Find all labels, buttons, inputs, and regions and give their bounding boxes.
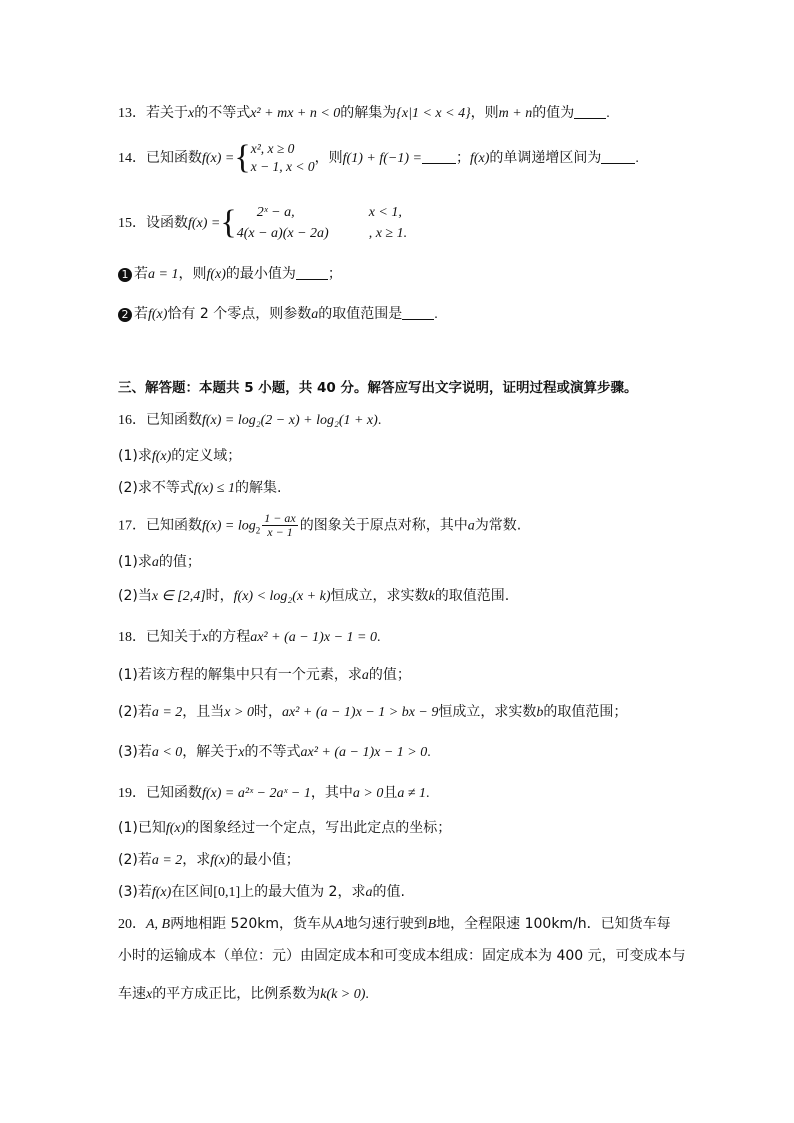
- log-base: 2: [255, 525, 261, 536]
- text: 的取值范围；: [543, 704, 628, 720]
- case: 2ˣ − a,: [256, 205, 295, 220]
- math: a: [365, 885, 373, 900]
- text: 的解集为: [340, 105, 397, 121]
- text: 若: [134, 266, 148, 282]
- text: .: [376, 630, 381, 645]
- question-17-part-2: [118, 586, 509, 607]
- math: x: [188, 106, 195, 121]
- text: 已知函数: [146, 517, 202, 534]
- text: 上的最大值为 2，求: [240, 884, 366, 900]
- text: 地匀速行驶到: [343, 916, 428, 932]
- case: 4(x − a)(x − 2a): [236, 226, 329, 241]
- answer-blank: [422, 149, 456, 164]
- question-15-part-1: [118, 264, 342, 285]
- text: ，则: [470, 105, 499, 121]
- question-19: [118, 783, 430, 804]
- math: k(k > 0): [320, 987, 366, 1002]
- text: 已知函数: [146, 785, 202, 801]
- piecewise-cases: [251, 140, 315, 176]
- text: 的最小值为: [225, 266, 296, 282]
- math: b: [536, 705, 544, 720]
- numerator: 1 − ax: [264, 511, 296, 525]
- text: 恒成立，求实数: [438, 704, 537, 720]
- text: 的值为: [532, 105, 575, 121]
- text: ，解关于: [182, 744, 239, 760]
- text: .: [635, 151, 639, 166]
- question-13: [118, 103, 610, 124]
- text: 时，: [253, 704, 282, 720]
- question-14: [118, 140, 639, 176]
- text: 恰有 2 个零点，则参数: [167, 306, 312, 322]
- question-17: [118, 512, 521, 540]
- math: a = 1: [148, 267, 179, 282]
- question-18: [118, 627, 380, 648]
- text: (1)若该方程的解集中只有一个元素，求: [118, 667, 362, 683]
- math: f(x) ≤ 1: [193, 481, 235, 496]
- math: x: [146, 987, 153, 1002]
- math: B: [427, 917, 437, 932]
- math: f(x) = a²ˣ − 2aˣ − 1: [202, 786, 311, 801]
- text: 若: [134, 306, 148, 322]
- text: 且: [383, 785, 398, 801]
- text: .: [427, 745, 431, 760]
- question-19-part-2: [118, 850, 300, 871]
- answer-blank: [574, 104, 606, 119]
- question-18-part-2: [118, 702, 627, 723]
- math: a: [361, 668, 369, 683]
- text: .: [377, 413, 382, 428]
- math: a ≠ 1: [397, 786, 427, 801]
- text: ，且当: [182, 704, 225, 720]
- circled-number: 1: [118, 268, 132, 282]
- section-header: 三、解答题：本题共 5 小题，共 40 分。解答应写出文字说明，证明过程或演算步骤。: [118, 380, 638, 396]
- text: 的解集.: [234, 480, 282, 496]
- answer-blank: [296, 265, 328, 280]
- case-cond: , x ≥ 1.: [368, 226, 408, 241]
- case-row: [237, 202, 407, 223]
- text: (2)若: [118, 704, 152, 720]
- text: 的不等式: [244, 744, 301, 760]
- text: 的值；: [368, 667, 411, 683]
- math: f(x): [165, 821, 186, 836]
- question-19-part-1: [118, 818, 451, 839]
- math: x ∈ [2,4]: [151, 589, 206, 604]
- math: x: [238, 745, 245, 760]
- question-20-line-2: 小时的运输成本（单位：元）由固定成本和可变成本组成：固定成本为 400 元，可变成本与: [118, 948, 686, 964]
- question-16-part-1: [118, 446, 241, 467]
- text: (2)当: [118, 588, 152, 604]
- question-15: [118, 202, 407, 244]
- question-number: 20．: [118, 917, 146, 932]
- text: (1)求: [118, 448, 152, 464]
- math: f(x) < log₂(x + k): [233, 589, 331, 604]
- text: ，求: [182, 852, 211, 868]
- question-19-part-3: [118, 882, 405, 903]
- text: (1)求: [118, 554, 152, 570]
- math: f(x): [151, 885, 172, 900]
- text: 的不等式: [194, 105, 251, 121]
- text: ，其中: [310, 785, 353, 801]
- math: f(1) + f(−1) =: [342, 151, 422, 166]
- text: (2)求不等式: [118, 480, 194, 496]
- denominator: x − 1: [267, 525, 293, 539]
- text: 时，: [205, 588, 234, 604]
- text: .: [365, 987, 369, 1002]
- text: 恒成立，求实数: [330, 588, 429, 604]
- text: .: [426, 786, 430, 801]
- text: 在区间: [171, 884, 214, 900]
- question-number: 16．: [118, 413, 146, 428]
- question-15-part-2: [118, 304, 438, 325]
- text: ；: [327, 266, 342, 282]
- math: A: [335, 917, 344, 932]
- text: 的值；: [158, 554, 201, 570]
- text: (1)已知: [118, 820, 166, 836]
- question-number: 14．: [118, 151, 146, 166]
- math: f(x) =: [202, 151, 235, 166]
- math: f(x): [151, 449, 172, 464]
- math: ax² + (a − 1)x − 1 > 0: [300, 745, 428, 760]
- math: A, B: [146, 917, 171, 932]
- math: a > 0: [352, 786, 384, 801]
- math: f(x) = log: [202, 518, 256, 534]
- question-17-part-1: [118, 552, 201, 573]
- text: 若关于: [146, 105, 188, 121]
- math: f(x) = log₂(2 − x) + log₂(1 + x): [202, 413, 378, 428]
- math: x > 0: [224, 705, 254, 720]
- answer-blank: [601, 149, 635, 164]
- text: 车速: [118, 986, 146, 1002]
- case: x², x ≥ 0: [250, 141, 295, 156]
- math: f(x): [469, 151, 490, 166]
- math: m + n: [498, 106, 533, 121]
- math: ax² + (a − 1)x − 1 = 0: [250, 630, 377, 645]
- math: [0,1]: [213, 885, 241, 900]
- text: .: [434, 307, 438, 322]
- question-number: 17．: [118, 518, 146, 534]
- math: ax² + (a − 1)x − 1 > bx − 9: [281, 705, 439, 720]
- question-number: 19．: [118, 786, 146, 801]
- circled-number: 2: [118, 308, 132, 322]
- math: f(x): [206, 267, 226, 282]
- text: (2)若: [118, 852, 152, 868]
- case: x − 1, x < 0: [250, 159, 315, 174]
- math: a: [311, 307, 319, 322]
- text: (3)若: [118, 744, 152, 760]
- text: 已知函数: [146, 150, 202, 166]
- math: x: [202, 630, 209, 645]
- question-20-line-1: [118, 914, 671, 935]
- text: 的最小值；: [229, 852, 300, 868]
- math: a = 2: [151, 705, 183, 720]
- math: f(x): [148, 307, 168, 322]
- fraction: [262, 512, 297, 539]
- math: a < 0: [151, 745, 183, 760]
- brace: {: [234, 139, 251, 176]
- brace: {: [220, 204, 237, 241]
- text: 的图象经过一个定点，写出此定点的坐标；: [185, 820, 452, 836]
- math: a = 2: [151, 853, 183, 868]
- question-18-part-1: [118, 665, 411, 686]
- question-16-part-2: [118, 478, 281, 499]
- answer-blank: [402, 305, 434, 320]
- text: 地，全程限速 100km/h．已知货车每: [436, 916, 671, 932]
- question-16: [118, 410, 381, 431]
- math: f(x): [210, 853, 230, 868]
- piecewise-cases: [237, 202, 407, 244]
- math: a: [151, 555, 159, 570]
- case-row: [237, 223, 407, 244]
- text: 的图象关于原点对称，其中: [299, 517, 468, 534]
- text: ，则: [178, 266, 207, 282]
- math: f(x) =: [188, 216, 221, 231]
- text: 的取值范围.: [434, 588, 510, 604]
- question-20-line-3: [118, 984, 369, 1005]
- text: 的值.: [372, 884, 405, 900]
- text: 的单调递增区间为: [489, 150, 602, 166]
- math: x² + mx + n < 0: [250, 106, 341, 121]
- question-18-part-3: [118, 742, 431, 763]
- text: ；: [455, 150, 470, 166]
- text: 已知函数: [146, 412, 202, 428]
- text: 为常数.: [474, 517, 522, 534]
- text: 的平方成正比，比例系数为: [152, 986, 321, 1002]
- text: (3)若: [118, 884, 152, 900]
- text: 设函数: [146, 215, 188, 231]
- text: 已知关于: [146, 629, 202, 645]
- text: ，则: [314, 150, 343, 166]
- math: k: [428, 589, 435, 604]
- math: {x|1 < x < 4}: [396, 106, 471, 121]
- text: .: [606, 106, 610, 121]
- case-cond: x < 1,: [368, 205, 402, 220]
- question-number: 15．: [118, 216, 146, 231]
- text: 两地相距 520km，货车从: [170, 916, 336, 932]
- text: 的取值范围是: [318, 306, 403, 322]
- question-number: 18．: [118, 630, 146, 645]
- question-number: 13．: [118, 106, 146, 121]
- text: 的方程: [208, 629, 251, 645]
- text: 的定义域；: [171, 448, 242, 464]
- math: a: [467, 518, 475, 534]
